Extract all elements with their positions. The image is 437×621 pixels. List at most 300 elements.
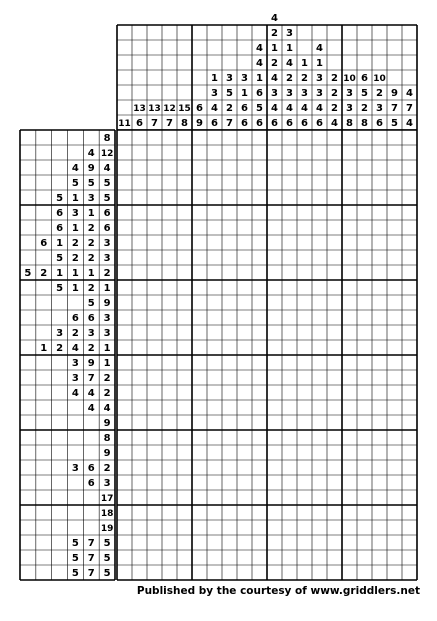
grid-cell[interactable]: [387, 445, 402, 460]
grid-cell[interactable]: [297, 295, 312, 310]
grid-cell[interactable]: [387, 205, 402, 220]
grid-cell[interactable]: [207, 415, 222, 430]
grid-cell[interactable]: [402, 235, 417, 250]
grid-cell[interactable]: [147, 325, 162, 340]
grid-cell[interactable]: [342, 190, 357, 205]
grid-cell[interactable]: [192, 190, 207, 205]
grid-cell[interactable]: [267, 295, 282, 310]
grid-cell[interactable]: [237, 220, 252, 235]
grid-cell[interactable]: [177, 520, 192, 535]
grid-cell[interactable]: [372, 325, 387, 340]
grid-cell[interactable]: [312, 160, 327, 175]
grid-cell[interactable]: [237, 460, 252, 475]
grid-cell[interactable]: [387, 370, 402, 385]
grid-cell[interactable]: [117, 385, 132, 400]
grid-cell[interactable]: [282, 430, 297, 445]
grid-cell[interactable]: [342, 160, 357, 175]
grid-cell[interactable]: [177, 160, 192, 175]
grid-cell[interactable]: [342, 460, 357, 475]
grid-cell[interactable]: [252, 145, 267, 160]
grid-cell[interactable]: [132, 145, 147, 160]
grid-cell[interactable]: [342, 370, 357, 385]
grid-cell[interactable]: [357, 250, 372, 265]
grid-cell[interactable]: [207, 340, 222, 355]
grid-cell[interactable]: [387, 355, 402, 370]
grid-cell[interactable]: [297, 250, 312, 265]
grid-cell[interactable]: [387, 460, 402, 475]
grid-cell[interactable]: [387, 550, 402, 565]
grid-cell[interactable]: [387, 565, 402, 580]
grid-cell[interactable]: [237, 535, 252, 550]
grid-cell[interactable]: [132, 190, 147, 205]
grid-cell[interactable]: [177, 325, 192, 340]
grid-cell[interactable]: [402, 295, 417, 310]
grid-cell[interactable]: [297, 190, 312, 205]
grid-cell[interactable]: [282, 295, 297, 310]
grid-cell[interactable]: [237, 445, 252, 460]
grid-cell[interactable]: [327, 430, 342, 445]
grid-cell[interactable]: [342, 205, 357, 220]
grid-cell[interactable]: [372, 310, 387, 325]
grid-cell[interactable]: [162, 445, 177, 460]
grid-cell[interactable]: [207, 250, 222, 265]
grid-cell[interactable]: [207, 235, 222, 250]
grid-cell[interactable]: [162, 370, 177, 385]
grid-cell[interactable]: [237, 250, 252, 265]
grid-cell[interactable]: [327, 325, 342, 340]
grid-cell[interactable]: [192, 415, 207, 430]
grid-cell[interactable]: [387, 520, 402, 535]
grid-cell[interactable]: [192, 475, 207, 490]
grid-cell[interactable]: [162, 430, 177, 445]
grid-cell[interactable]: [327, 145, 342, 160]
grid-cell[interactable]: [312, 400, 327, 415]
grid-cell[interactable]: [357, 190, 372, 205]
grid-cell[interactable]: [357, 430, 372, 445]
grid-cell[interactable]: [282, 535, 297, 550]
grid-cell[interactable]: [117, 370, 132, 385]
grid-cell[interactable]: [297, 145, 312, 160]
grid-cell[interactable]: [237, 505, 252, 520]
grid-cell[interactable]: [282, 400, 297, 415]
grid-cell[interactable]: [312, 535, 327, 550]
grid-cell[interactable]: [162, 145, 177, 160]
grid-cell[interactable]: [357, 400, 372, 415]
grid-cell[interactable]: [267, 145, 282, 160]
grid-cell[interactable]: [297, 430, 312, 445]
grid-cell[interactable]: [402, 415, 417, 430]
grid-cell[interactable]: [342, 415, 357, 430]
grid-cell[interactable]: [237, 565, 252, 580]
grid-cell[interactable]: [372, 535, 387, 550]
grid-cell[interactable]: [207, 280, 222, 295]
grid-cell[interactable]: [327, 310, 342, 325]
grid-cell[interactable]: [372, 460, 387, 475]
grid-cell[interactable]: [222, 340, 237, 355]
grid-cell[interactable]: [372, 220, 387, 235]
grid-cell[interactable]: [207, 445, 222, 460]
grid-cell[interactable]: [252, 550, 267, 565]
grid-cell[interactable]: [147, 205, 162, 220]
grid-cell[interactable]: [372, 190, 387, 205]
grid-cell[interactable]: [372, 175, 387, 190]
grid-cell[interactable]: [267, 550, 282, 565]
grid-cell[interactable]: [162, 520, 177, 535]
grid-cell[interactable]: [312, 505, 327, 520]
grid-cell[interactable]: [147, 550, 162, 565]
grid-cell[interactable]: [222, 145, 237, 160]
grid-cell[interactable]: [177, 370, 192, 385]
grid-cell[interactable]: [252, 535, 267, 550]
grid-cell[interactable]: [297, 400, 312, 415]
grid-cell[interactable]: [207, 310, 222, 325]
grid-cell[interactable]: [117, 340, 132, 355]
solution-grid[interactable]: [117, 130, 417, 580]
grid-cell[interactable]: [297, 445, 312, 460]
grid-cell[interactable]: [402, 265, 417, 280]
grid-cell[interactable]: [162, 325, 177, 340]
grid-cell[interactable]: [207, 505, 222, 520]
grid-cell[interactable]: [132, 295, 147, 310]
grid-cell[interactable]: [132, 175, 147, 190]
grid-cell[interactable]: [252, 235, 267, 250]
grid-cell[interactable]: [192, 400, 207, 415]
grid-cell[interactable]: [237, 490, 252, 505]
grid-cell[interactable]: [327, 265, 342, 280]
grid-cell[interactable]: [312, 205, 327, 220]
grid-cell[interactable]: [117, 175, 132, 190]
grid-cell[interactable]: [357, 160, 372, 175]
grid-cell[interactable]: [237, 430, 252, 445]
grid-cell[interactable]: [327, 490, 342, 505]
grid-cell[interactable]: [372, 430, 387, 445]
grid-cell[interactable]: [207, 220, 222, 235]
grid-cell[interactable]: [192, 235, 207, 250]
grid-cell[interactable]: [297, 310, 312, 325]
grid-cell[interactable]: [402, 145, 417, 160]
grid-cell[interactable]: [357, 460, 372, 475]
grid-cell[interactable]: [192, 160, 207, 175]
grid-cell[interactable]: [162, 415, 177, 430]
grid-cell[interactable]: [357, 280, 372, 295]
grid-cell[interactable]: [117, 505, 132, 520]
grid-cell[interactable]: [297, 550, 312, 565]
grid-cell[interactable]: [312, 490, 327, 505]
grid-cell[interactable]: [237, 475, 252, 490]
grid-cell[interactable]: [207, 430, 222, 445]
grid-cell[interactable]: [297, 280, 312, 295]
grid-cell[interactable]: [387, 415, 402, 430]
grid-cell[interactable]: [282, 190, 297, 205]
grid-cell[interactable]: [162, 295, 177, 310]
grid-cell[interactable]: [357, 325, 372, 340]
grid-cell[interactable]: [192, 220, 207, 235]
grid-cell[interactable]: [297, 535, 312, 550]
grid-cell[interactable]: [402, 325, 417, 340]
grid-cell[interactable]: [267, 130, 282, 145]
grid-cell[interactable]: [147, 310, 162, 325]
grid-cell[interactable]: [207, 565, 222, 580]
grid-cell[interactable]: [402, 400, 417, 415]
grid-cell[interactable]: [147, 520, 162, 535]
grid-cell[interactable]: [312, 220, 327, 235]
grid-cell[interactable]: [177, 460, 192, 475]
grid-cell[interactable]: [267, 220, 282, 235]
grid-cell[interactable]: [192, 355, 207, 370]
grid-cell[interactable]: [267, 265, 282, 280]
grid-cell[interactable]: [282, 355, 297, 370]
grid-cell[interactable]: [252, 430, 267, 445]
grid-cell[interactable]: [147, 130, 162, 145]
grid-cell[interactable]: [357, 130, 372, 145]
grid-cell[interactable]: [267, 310, 282, 325]
grid-cell[interactable]: [132, 160, 147, 175]
grid-cell[interactable]: [222, 475, 237, 490]
grid-cell[interactable]: [342, 400, 357, 415]
grid-cell[interactable]: [342, 280, 357, 295]
grid-cell[interactable]: [267, 370, 282, 385]
grid-cell[interactable]: [252, 415, 267, 430]
grid-cell[interactable]: [372, 565, 387, 580]
grid-cell[interactable]: [117, 325, 132, 340]
grid-cell[interactable]: [342, 295, 357, 310]
grid-cell[interactable]: [177, 280, 192, 295]
grid-cell[interactable]: [192, 550, 207, 565]
grid-cell[interactable]: [342, 535, 357, 550]
grid-cell[interactable]: [297, 565, 312, 580]
grid-cell[interactable]: [297, 490, 312, 505]
grid-cell[interactable]: [342, 250, 357, 265]
grid-cell[interactable]: [387, 505, 402, 520]
grid-cell[interactable]: [402, 280, 417, 295]
grid-cell[interactable]: [387, 310, 402, 325]
grid-cell[interactable]: [327, 175, 342, 190]
grid-cell[interactable]: [342, 325, 357, 340]
grid-cell[interactable]: [117, 220, 132, 235]
grid-cell[interactable]: [117, 490, 132, 505]
grid-cell[interactable]: [252, 520, 267, 535]
grid-cell[interactable]: [342, 550, 357, 565]
grid-cell[interactable]: [357, 370, 372, 385]
grid-cell[interactable]: [147, 160, 162, 175]
grid-cell[interactable]: [177, 550, 192, 565]
grid-cell[interactable]: [357, 265, 372, 280]
grid-cell[interactable]: [237, 145, 252, 160]
grid-cell[interactable]: [297, 205, 312, 220]
grid-cell[interactable]: [132, 505, 147, 520]
grid-cell[interactable]: [387, 175, 402, 190]
grid-cell[interactable]: [252, 295, 267, 310]
grid-cell[interactable]: [177, 535, 192, 550]
grid-cell[interactable]: [132, 205, 147, 220]
grid-cell[interactable]: [402, 130, 417, 145]
grid-cell[interactable]: [327, 355, 342, 370]
grid-cell[interactable]: [312, 550, 327, 565]
grid-cell[interactable]: [327, 205, 342, 220]
grid-cell[interactable]: [327, 190, 342, 205]
grid-cell[interactable]: [222, 400, 237, 415]
grid-cell[interactable]: [312, 520, 327, 535]
grid-cell[interactable]: [192, 205, 207, 220]
grid-cell[interactable]: [117, 160, 132, 175]
grid-cell[interactable]: [147, 490, 162, 505]
grid-cell[interactable]: [402, 175, 417, 190]
grid-cell[interactable]: [162, 130, 177, 145]
grid-cell[interactable]: [402, 565, 417, 580]
grid-cell[interactable]: [387, 160, 402, 175]
grid-cell[interactable]: [342, 235, 357, 250]
grid-cell[interactable]: [177, 505, 192, 520]
grid-cell[interactable]: [147, 280, 162, 295]
grid-cell[interactable]: [312, 430, 327, 445]
grid-cell[interactable]: [192, 430, 207, 445]
grid-cell[interactable]: [177, 475, 192, 490]
grid-cell[interactable]: [372, 445, 387, 460]
grid-cell[interactable]: [342, 130, 357, 145]
grid-cell[interactable]: [252, 130, 267, 145]
grid-cell[interactable]: [312, 460, 327, 475]
grid-cell[interactable]: [357, 490, 372, 505]
grid-cell[interactable]: [267, 325, 282, 340]
grid-cell[interactable]: [342, 520, 357, 535]
grid-cell[interactable]: [117, 415, 132, 430]
grid-cell[interactable]: [192, 460, 207, 475]
grid-cell[interactable]: [132, 565, 147, 580]
grid-cell[interactable]: [297, 220, 312, 235]
grid-cell[interactable]: [372, 235, 387, 250]
grid-cell[interactable]: [387, 325, 402, 340]
grid-cell[interactable]: [297, 235, 312, 250]
grid-cell[interactable]: [252, 355, 267, 370]
grid-cell[interactable]: [222, 190, 237, 205]
grid-cell[interactable]: [372, 400, 387, 415]
grid-cell[interactable]: [282, 565, 297, 580]
grid-cell[interactable]: [357, 220, 372, 235]
grid-cell[interactable]: [282, 460, 297, 475]
grid-cell[interactable]: [387, 235, 402, 250]
grid-cell[interactable]: [327, 250, 342, 265]
grid-cell[interactable]: [252, 505, 267, 520]
grid-cell[interactable]: [402, 505, 417, 520]
grid-cell[interactable]: [282, 235, 297, 250]
grid-cell[interactable]: [402, 190, 417, 205]
grid-cell[interactable]: [132, 370, 147, 385]
grid-cell[interactable]: [357, 445, 372, 460]
grid-cell[interactable]: [282, 385, 297, 400]
grid-cell[interactable]: [147, 400, 162, 415]
grid-cell[interactable]: [327, 460, 342, 475]
grid-cell[interactable]: [387, 190, 402, 205]
grid-cell[interactable]: [312, 145, 327, 160]
grid-cell[interactable]: [342, 310, 357, 325]
grid-cell[interactable]: [207, 175, 222, 190]
grid-cell[interactable]: [372, 505, 387, 520]
grid-cell[interactable]: [342, 340, 357, 355]
grid-cell[interactable]: [132, 385, 147, 400]
grid-cell[interactable]: [372, 205, 387, 220]
grid-cell[interactable]: [177, 250, 192, 265]
grid-cell[interactable]: [402, 355, 417, 370]
grid-cell[interactable]: [267, 430, 282, 445]
grid-cell[interactable]: [357, 235, 372, 250]
grid-cell[interactable]: [237, 265, 252, 280]
grid-cell[interactable]: [132, 220, 147, 235]
grid-cell[interactable]: [237, 385, 252, 400]
grid-cell[interactable]: [252, 190, 267, 205]
grid-cell[interactable]: [147, 250, 162, 265]
grid-cell[interactable]: [177, 145, 192, 160]
grid-cell[interactable]: [207, 265, 222, 280]
grid-cell[interactable]: [222, 385, 237, 400]
grid-cell[interactable]: [132, 445, 147, 460]
grid-cell[interactable]: [192, 370, 207, 385]
grid-cell[interactable]: [132, 130, 147, 145]
grid-cell[interactable]: [402, 445, 417, 460]
grid-cell[interactable]: [342, 175, 357, 190]
grid-cell[interactable]: [237, 280, 252, 295]
grid-cell[interactable]: [147, 415, 162, 430]
grid-cell[interactable]: [117, 190, 132, 205]
grid-cell[interactable]: [312, 385, 327, 400]
grid-cell[interactable]: [387, 295, 402, 310]
grid-cell[interactable]: [387, 430, 402, 445]
grid-cell[interactable]: [342, 145, 357, 160]
grid-cell[interactable]: [222, 370, 237, 385]
grid-cell[interactable]: [162, 460, 177, 475]
grid-cell[interactable]: [282, 445, 297, 460]
grid-cell[interactable]: [177, 385, 192, 400]
grid-cell[interactable]: [222, 355, 237, 370]
grid-cell[interactable]: [372, 280, 387, 295]
grid-cell[interactable]: [177, 220, 192, 235]
grid-cell[interactable]: [252, 445, 267, 460]
grid-cell[interactable]: [132, 430, 147, 445]
grid-cell[interactable]: [147, 340, 162, 355]
grid-cell[interactable]: [282, 160, 297, 175]
grid-cell[interactable]: [282, 145, 297, 160]
grid-cell[interactable]: [252, 565, 267, 580]
grid-cell[interactable]: [222, 460, 237, 475]
grid-cell[interactable]: [327, 235, 342, 250]
grid-cell[interactable]: [207, 370, 222, 385]
grid-cell[interactable]: [117, 535, 132, 550]
grid-cell[interactable]: [327, 400, 342, 415]
grid-cell[interactable]: [177, 430, 192, 445]
grid-cell[interactable]: [222, 130, 237, 145]
grid-cell[interactable]: [252, 265, 267, 280]
grid-cell[interactable]: [312, 355, 327, 370]
grid-cell[interactable]: [252, 460, 267, 475]
grid-cell[interactable]: [237, 310, 252, 325]
grid-cell[interactable]: [357, 550, 372, 565]
grid-cell[interactable]: [222, 565, 237, 580]
grid-cell[interactable]: [312, 130, 327, 145]
grid-cell[interactable]: [192, 325, 207, 340]
grid-cell[interactable]: [192, 385, 207, 400]
grid-cell[interactable]: [402, 370, 417, 385]
grid-cell[interactable]: [357, 415, 372, 430]
grid-cell[interactable]: [357, 205, 372, 220]
grid-cell[interactable]: [372, 160, 387, 175]
grid-cell[interactable]: [207, 355, 222, 370]
grid-cell[interactable]: [177, 235, 192, 250]
grid-cell[interactable]: [207, 475, 222, 490]
grid-cell[interactable]: [162, 310, 177, 325]
grid-cell[interactable]: [342, 265, 357, 280]
grid-cell[interactable]: [282, 505, 297, 520]
grid-cell[interactable]: [117, 400, 132, 415]
grid-cell[interactable]: [357, 520, 372, 535]
